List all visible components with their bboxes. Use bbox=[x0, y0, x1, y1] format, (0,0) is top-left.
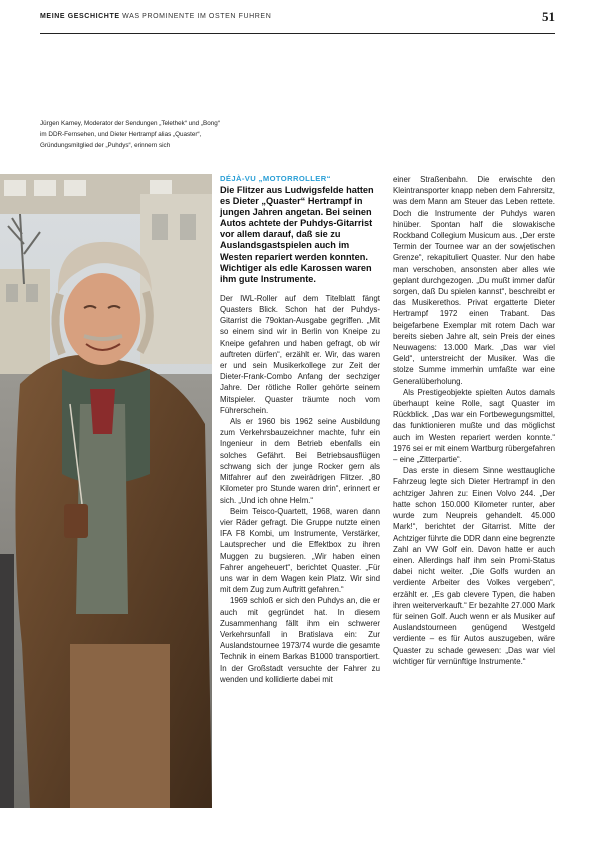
section-kicker bbox=[40, 13, 271, 20]
article-column-1 bbox=[220, 174, 380, 685]
paragraph: Beim Teisco-Quartett, 1968, waren dann vier Räder gefragt. Die Gruppe nutzte einen IFA F8 Kombi, um Instrumente, Verstärker, Lautsprecher und die Effektbox zu ihren Muggen zu bugsieren. „Wir haben einen Fahrer angeheuert“, berichtet Quaster. „Für uns war in dem Wagen kein Platz. Wir sind mit dem Zug zum Auftritt gefahren.“ bbox=[220, 506, 380, 595]
paragraph: Als Prestigeobjekte spielten Autos damals überhaupt keine Rolle, sagt Quaster im Rückblick. „Das war ein Fortbewegungsmittel, das funktionieren mußte und das möglichst auch im Westen repariert werden konnte.“ 1976 sei er mit einem Wartburg rübergefahren – eine „Zitterpartie“. bbox=[393, 387, 555, 465]
portrait-photo bbox=[0, 174, 212, 808]
article-lead: Die Flitzer aus Ludwigsfelde hatten es Dieter „Quaster“ Hertrampf in jungen Jahren angetan. Bei seinen Autos achtete der Puhdys-Gitarrist vor allem darauf, daß sie zu Auslandsgastspielen auch im Westen repariert werden konnten. Wichtiger als edle Karossen waren ihm gute Instrumente. bbox=[220, 185, 374, 284]
paragraph: Der IWL-Roller auf dem Titelblatt fängt Quasters Blick. Schon hat der Puhdys-Gitarrist die 79oktan-Ausgabe gegriffen. „Mit so einem sind wir in Berlin von Kneipe zu Kneipe gefahren und haben gefragt, ob wir auftreten dürfen“, erzählt er. Wir, das waren er und sein Musikerkollege zur Zeit der Dieter-Frank-Combo Anfang der sechziger Jahre. Der rötliche Roller gehörte seinem Mitspieler. Quaster träumte noch vom Führerschein. bbox=[220, 293, 380, 415]
paragraph: Das erste in diesem Sinne westtaugliche Fahrzeug legte sich Dieter Hertrampf in den achtziger Jahren zu: Einen Volvo 244. „Der hatte schon 150.000 Kilometer runter, aber wurde zum Neupreis gehandelt. 45.000 Mark!“, berichtet der Gitarrist. Mitte der Achtziger führte die DDR dann eine begrenzte Zahl an VW Golf ein. Davon hatte er auch einen. Allerdings half ihm sein Promi-Status dabei nicht weiter. „Die Golfs wurden an verdiente Arbeiter des Volkes vergeben“, erzählt er. „Es gab clevere Typen, die haben ihren weiterverkauft.“ Er bezahlte 27.000 Mark für seinen Golf. Auch wenn er als Musiker auf Auslandstourneen genügend Westgeld verdiente – es für Autos auszugeben, wäre Quaster zu schade gewesen: „Das war viel wichtiger für vernünftige Instrumente.“ bbox=[393, 466, 555, 666]
article-tag: DÉJÀ-VU „MOTORROLLER“ bbox=[220, 174, 331, 183]
paragraph: 1969 schloß er sich den Puhdys an, die er auch mit gegründet hat. In diesem Zusammenhang fällt ihm ein schwerer Verkehrsunfall in Bratislava ein: Zur Auslandstournee 1973/74 wurde die gesamte Technik in einem Barkas B1000 transportiert. In der Großstadt versuchte der Fahrer zu wenden und kollidierte dabei mit bbox=[220, 596, 380, 684]
header-rule bbox=[40, 33, 555, 34]
photo-caption: Jürgen Karney, Moderator der Sendungen „Telethek“ und „Bong“ im DDR-Fernsehen, und Dieter Hertrampf alias „Quaster“, Gründungsmitglied der „Puhdys“, erinnern sich bbox=[40, 120, 220, 150]
section-name: MEINE GESCHICHTE bbox=[40, 13, 120, 20]
paragraph: Als er 1960 bis 1962 seine Ausbildung zum Verkehrsbauzeichner machte, fuhr ein Ingenieur in dem Betrieb ebenfalls ein solches Gefährt. Bei Betriebsausflügen schwang sich der junge Rocker gern als Mitfahrer auf den zweirädrigen Flitzer. „80 Kilometer pro Stunde waren drin“, erinnert er sich. „Und ich ohne Helm.“ bbox=[220, 417, 380, 505]
subsection-name: WAS PROMINENTE IM OSTEN FUHREN bbox=[122, 13, 272, 20]
running-header bbox=[40, 10, 555, 32]
paragraph: einer Straßenbahn. Die erwischte den Kleintransporter knapp neben dem Fahrersitz, was dem Mann am Steuer das Leben rettete. Doch die Instrumente der Puhdys waren hinüber. Spontan half die slowakische Rockband Collegium Musicum aus. „Der erste Termin der Tournee war an der sowjetischen Grenze“, rekapituliert Quaster. Nur den habe man verschoben, ansonsten aber alles wie geplant durchgezogen. „Du mußt immer dafür sorgen, daß Du spielen kannst“, beschreibt er das Musikerethos. Privat ergatterte Dieter Hertrampf 1972 einen Trabant. Das beigefarbene Exemplar mit rotem Dach war bereits sieben Jahre alt, sein Preis der eines Neuwagens: 13.000 Mark. „Das war viel Geld“, unterstreicht der Musiker. Was die stolze Summe immerhin umfaßte war eine Generalüberholung. bbox=[393, 175, 555, 386]
column-1-body bbox=[220, 293, 380, 685]
page-number: 51 bbox=[542, 9, 555, 24]
article-column-2 bbox=[393, 174, 555, 667]
